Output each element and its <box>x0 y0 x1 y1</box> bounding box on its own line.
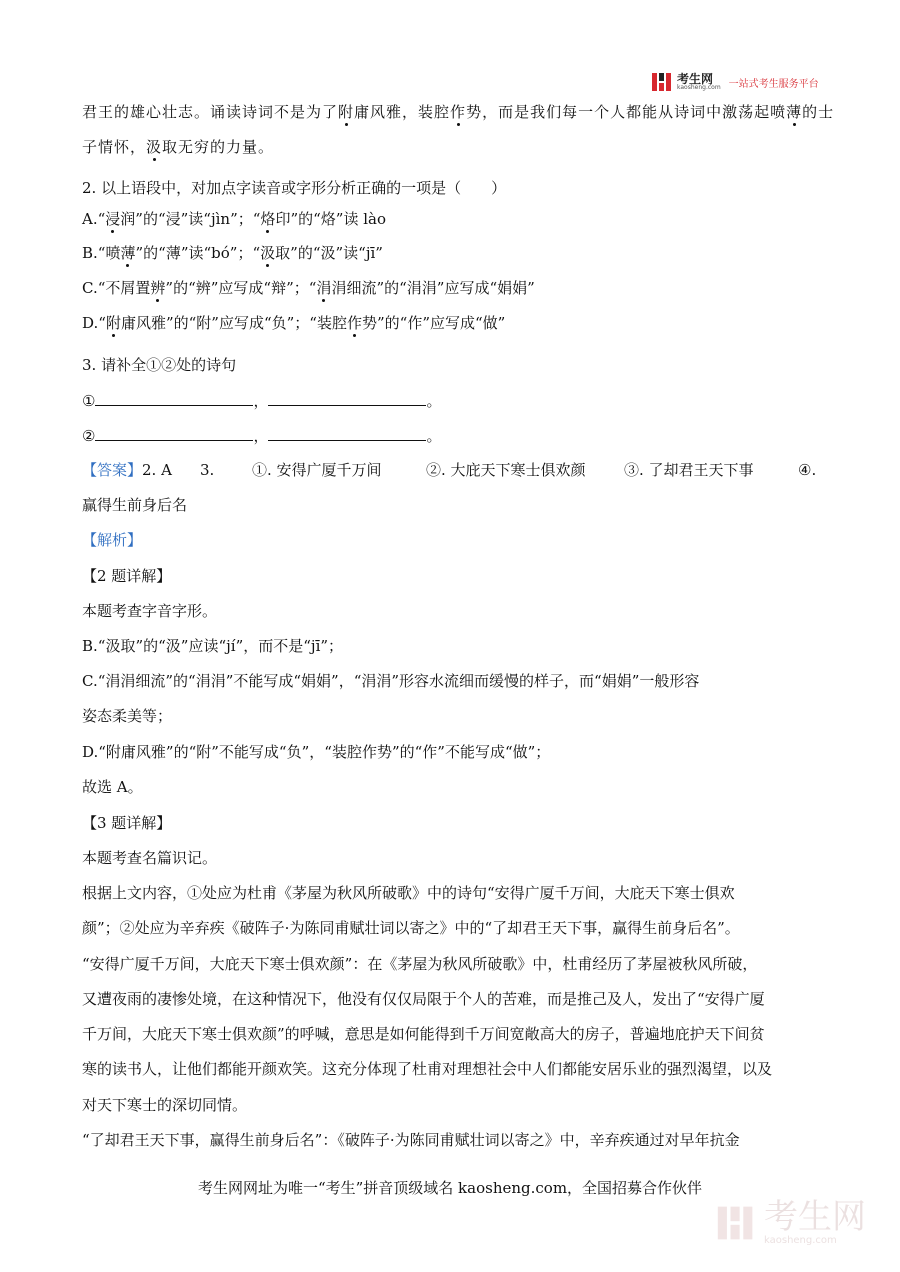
dotted-char: 作 <box>450 103 467 121</box>
answer-line: 【答案】2. A 3. ①. 安得广厦千万间 ②. 大庇天下寒士俱欢颜 ③. 了却君王天下事 ④. <box>82 461 817 479</box>
q2-detail-heading: 【2 题详解】 <box>82 567 172 585</box>
analysis-tag: 【解析】 <box>82 531 143 549</box>
q2-option-c: C.“不屑置辨”的“辨”应写成“辩”；“涓涓细流”的“涓涓”应写成“娟娟” <box>82 279 535 297</box>
q3-blank-line-2: ② ， 。 <box>82 427 442 445</box>
answer-blank[interactable] <box>95 391 253 406</box>
kaosheng-watermark-icon <box>716 1203 756 1243</box>
q2-option-b: B.“喷薄”的“薄”读“bó”；“汲取”的“汲”读“jī” <box>82 244 383 262</box>
analysis-text: 本题考查名篇识记。 <box>82 849 218 867</box>
analysis-text: 根据上文内容，①处应为杜甫《茅屋为秋风所破歌》中的诗句“安得广厦千万间，大庇天下寒士俱欢 <box>82 884 735 902</box>
q3-blank-line-1: ① ， 。 <box>82 392 442 410</box>
page-footer: 考生网网址为唯一“考生”拼音顶级域名 kaosheng.com，全国招募合作伙伴 <box>197 1179 703 1197</box>
analysis-text: 故选 A。 <box>82 778 143 796</box>
passage-line-1: 君王的雄心壮志。诵读诗词不是为了附庸风雅，装腔作势，而是我们每一个人都能从诗词中激荡起喷薄的士 <box>82 103 835 121</box>
logo-name: 考生网 <box>677 72 714 86</box>
analysis-text: 寒的读书人，让他们都能开颜欢笑。这充分体现了杜甫对理想社会中人们都能安居乐业的强烈渴望，以及 <box>82 1060 773 1078</box>
analysis-text: C.“涓涓细流”的“涓涓”不能写成“娟娟”，“涓涓”形容水流细而缓慢的样子，而“娟娟”一般形容 <box>82 672 700 690</box>
analysis-text: 千万间，大庇天下寒士俱欢颜”的呼喊，意思是如何能得到千万间宽敞高大的房子，普遍地庇护天下间贫 <box>82 1025 765 1043</box>
logo-slogan: 一站式考生服务平台 <box>728 78 819 90</box>
answer-tag: 【答案】 <box>82 461 143 479</box>
watermark-domain: kaosheng.com <box>764 1235 837 1246</box>
answer-blank[interactable] <box>95 426 253 441</box>
q3-detail-heading: 【3 题详解】 <box>82 814 172 832</box>
analysis-text: B.“汲取”的“汲”应读“jí”，而不是“jī”； <box>82 637 344 655</box>
site-logo[interactable] <box>651 70 819 94</box>
watermark-name: 考生网 <box>764 1197 866 1237</box>
logo-domain: kaosheng.com <box>677 84 721 91</box>
dotted-char: 汲 <box>146 138 163 156</box>
analysis-text: 本题考查字音字形。 <box>82 602 218 620</box>
dotted-char: 薄 <box>786 103 803 121</box>
watermark <box>716 1197 866 1246</box>
analysis-text: “了却君王天下事，赢得生前身后名”：《破阵子·为陈同甫赋壮词以寄之》中，辛弃疾通过对早年抗金 <box>82 1131 740 1149</box>
answer-line-cont: 赢得生前身后名 <box>82 496 188 514</box>
passage-line-2: 子情怀，汲取无穷的力量。 <box>82 138 275 156</box>
kaosheng-logo-icon <box>651 71 673 93</box>
q2-stem: 2. 以上语段中，对加点字读音或字形分析正确的一项是（ ） <box>82 179 507 197</box>
analysis-text: 又遭夜雨的凄惨处境，在这种情况下，他没有仅仅局限于个人的苦难，而是推己及人，发出了“安得广厦 <box>82 990 765 1008</box>
dotted-char: 附 <box>338 103 355 121</box>
answer-blank[interactable] <box>268 426 426 441</box>
q3-stem: 3. 请补全①②处的诗句 <box>82 356 237 374</box>
q2-option-a: A.“浸润”的“浸”读“jìn”；“烙印”的“烙”读 lào <box>82 210 386 228</box>
analysis-text: D.“附庸风雅”的“附”不能写成“负”，“装腔作势”的“作”不能写成“做”； <box>82 743 551 761</box>
answer-blank[interactable] <box>268 391 426 406</box>
q2-option-d: D.“附庸风雅”的“附”应写成“负”；“装腔作势”的“作”应写成“做” <box>82 314 506 332</box>
analysis-text: 对天下寒士的深切同情。 <box>82 1096 248 1114</box>
analysis-text: 姿态柔美等； <box>82 707 173 725</box>
analysis-text: 颜”；②处应为辛弃疾《破阵子·为陈同甫赋壮词以寄之》中的“了却君王天下事，赢得生前身后名”。 <box>82 919 740 937</box>
analysis-text: “安得广厦千万间，大庇天下寒士俱欢颜”：在《茅屋为秋风所破歌》中，杜甫经历了茅屋被秋风所破， <box>82 955 758 973</box>
